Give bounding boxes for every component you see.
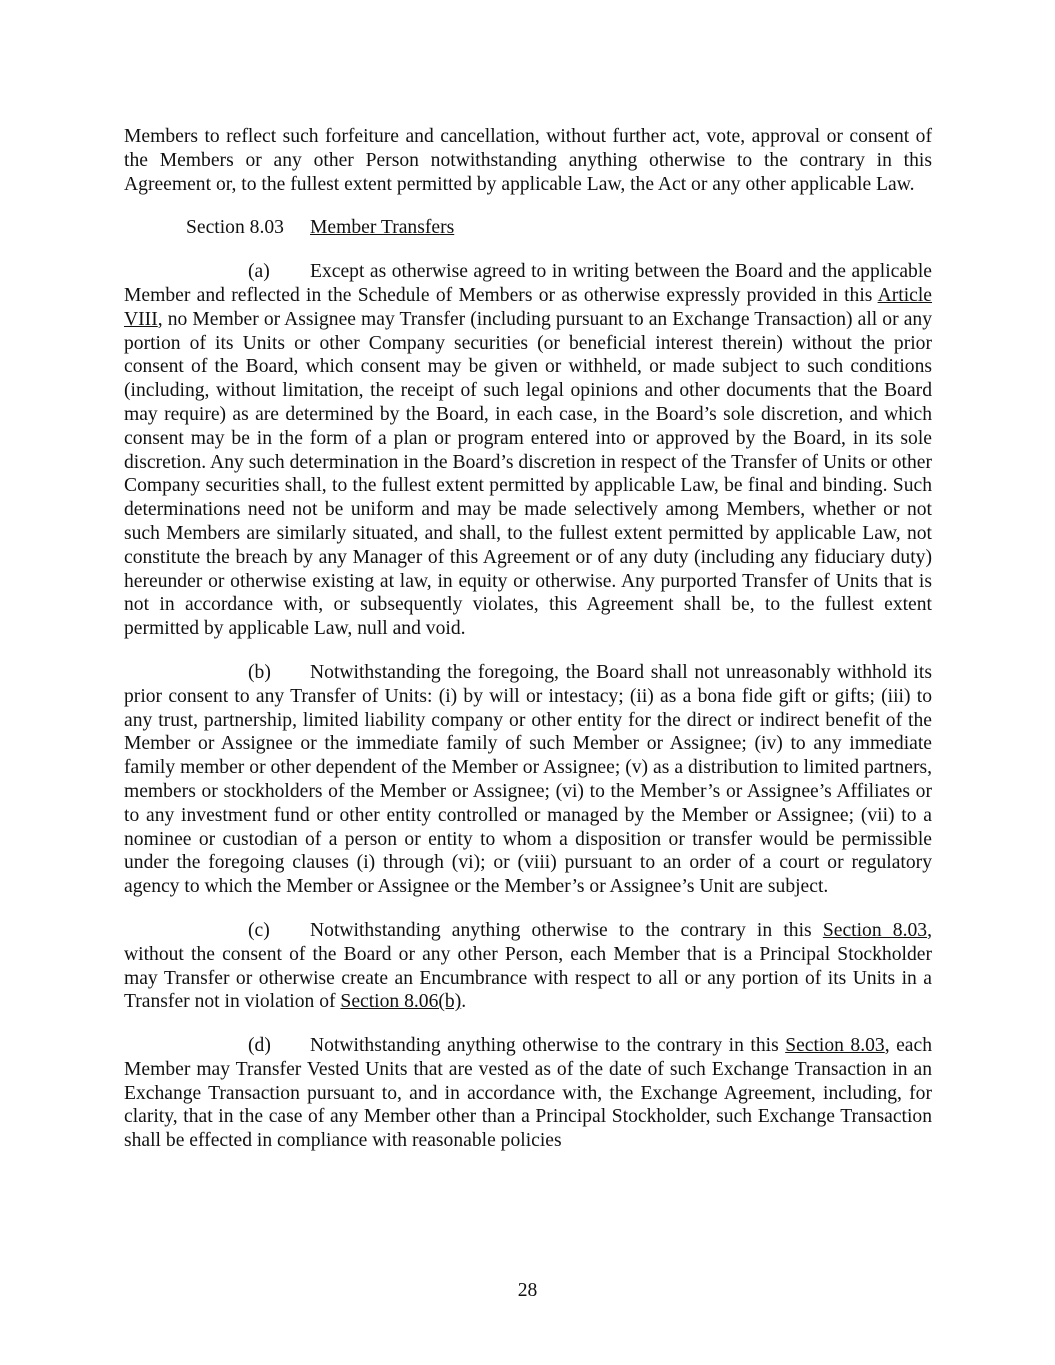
- section-8-03-reference: Section 8.03: [785, 1035, 885, 1057]
- paragraph-d-text-2: , each Member may Transfer Vested Units that are vested as of the date of such Exchange Transaction in an Exchange Transaction pursuant to, and in accordance with, the Exchange Agreement, including, for clarity, that in the case of any Member other than a Principal Stockholder, such Exchange Transaction shall be effected in compliance with reasonable policies: [124, 1035, 932, 1152]
- paragraph-a: [124, 260, 932, 641]
- section-8-03-reference: Section 8.03: [822, 919, 928, 941]
- paragraph-b-text: Notwithstanding the foregoing, the Board shall not unreasonably withhold its prior consent to any Transfer of Units: (i) by will or intestacy; (ii) as a bona fide gift or gifts; (iii) to any trust, partnership, limited liability company or other entity for the direct or indirect benefit of the Member or Assignee or the immediate family of such Member or Assignee; (iv) to any immediate family member or other dependent of the Member or Assignee; (v) as a distribution to limited partners, members or stockholders of the Member or Assignee; (vi) to the Member’s or Assignee’s Affiliates or to any investment fund or other entity controlled or managed by the Member or Assignee; (vii) to a nominee or custodian of a person or entity to whom a disposition or transfer would be permissible under the foregoing clauses (i) through (vi); or (viii) pursuant to an order of a court or regulatory agency to which the Member or Assignee or the Member’s or Assignee’s Unit are subject.: [124, 661, 932, 898]
- section-8-06b-reference: Section 8.06(b): [340, 991, 462, 1013]
- intro-paragraph: Members to reflect such forfeiture and cancellation, without further act, vote, approval or consent of the Members or any other Person notwithstanding anything otherwise to the contrary in this Agreement or, to the fullest extent permitted by applicable Law, the Act or any other applicable Law.: [124, 126, 932, 195]
- paragraph-c-text-1: Notwithstanding anything otherwise to the contrary in this: [310, 919, 823, 941]
- paragraph-a-label: (a): [248, 261, 270, 283]
- paragraph-c-text-3: .: [461, 991, 467, 1013]
- paragraph-a-text-1: Except as otherwise agreed to in writing between the Board and the applicable Member and reflected in the Schedule of Members or as otherwise expressly provided in this: [124, 261, 932, 306]
- article-viii-reference: Article VIII: [124, 284, 932, 330]
- page-number: 28: [517, 1280, 538, 1301]
- document-page: [124, 125, 932, 1173]
- paragraph-d: [124, 1034, 932, 1153]
- paragraph-a-text-2: , no Member or Assignee may Transfer (including pursuant to an Exchange Transaction) all or any portion of its Units or other Company securities (or beneficial interest therein) without the prior consent of the Board, which consent may be given or withheld, or made subject to such conditions (including, without limitation, the receipt of such legal opinions and other documents that the Board may require) as are determined by the Board, in each case, in the Board’s sole discretion, and which consent may be in the form of a plan or program entered into or approved by the Board, in its sole discretion. Any such determination in the Board’s discretion in respect of the Transfer of Units or other Company securities shall, to the fullest extent permitted by applicable Law, be final and binding. Such determinations need not be uniform and may be made selectively among Members, whether or not such Members are similarly situated, and shall, to the fullest extent permitted by applicable Law, not constitute the breach by any Manager of this Agreement or of any duty (including any fiduciary duty) hereunder or otherwise existing at law, in equity or otherwise. Any purported Transfer of Units that is not in accordance with, or subsequently violates, this Agreement shall be, to the fullest extent permitted by applicable Law, null and void.: [124, 308, 932, 640]
- paragraph-b-label: (b): [248, 661, 271, 683]
- paragraph-c-label: (c): [248, 919, 270, 941]
- paragraph-d-text-1: Notwithstanding anything otherwise to the contrary in this: [310, 1035, 786, 1057]
- paragraph-c: [124, 919, 932, 1014]
- section-title: Member Transfers: [310, 217, 455, 239]
- paragraph-d-label: (d): [248, 1035, 271, 1057]
- section-heading: [186, 216, 932, 240]
- section-number: Section 8.03: [186, 217, 284, 239]
- paragraph-c-text-2: , without the consent of the Board or any other Person, each Member that is a Principal Stockholder may Transfer or otherwise create an Encumbrance with respect to all or any portion of its Units in a Transfer not in violation of: [124, 919, 932, 1013]
- paragraph-b: [124, 661, 932, 899]
